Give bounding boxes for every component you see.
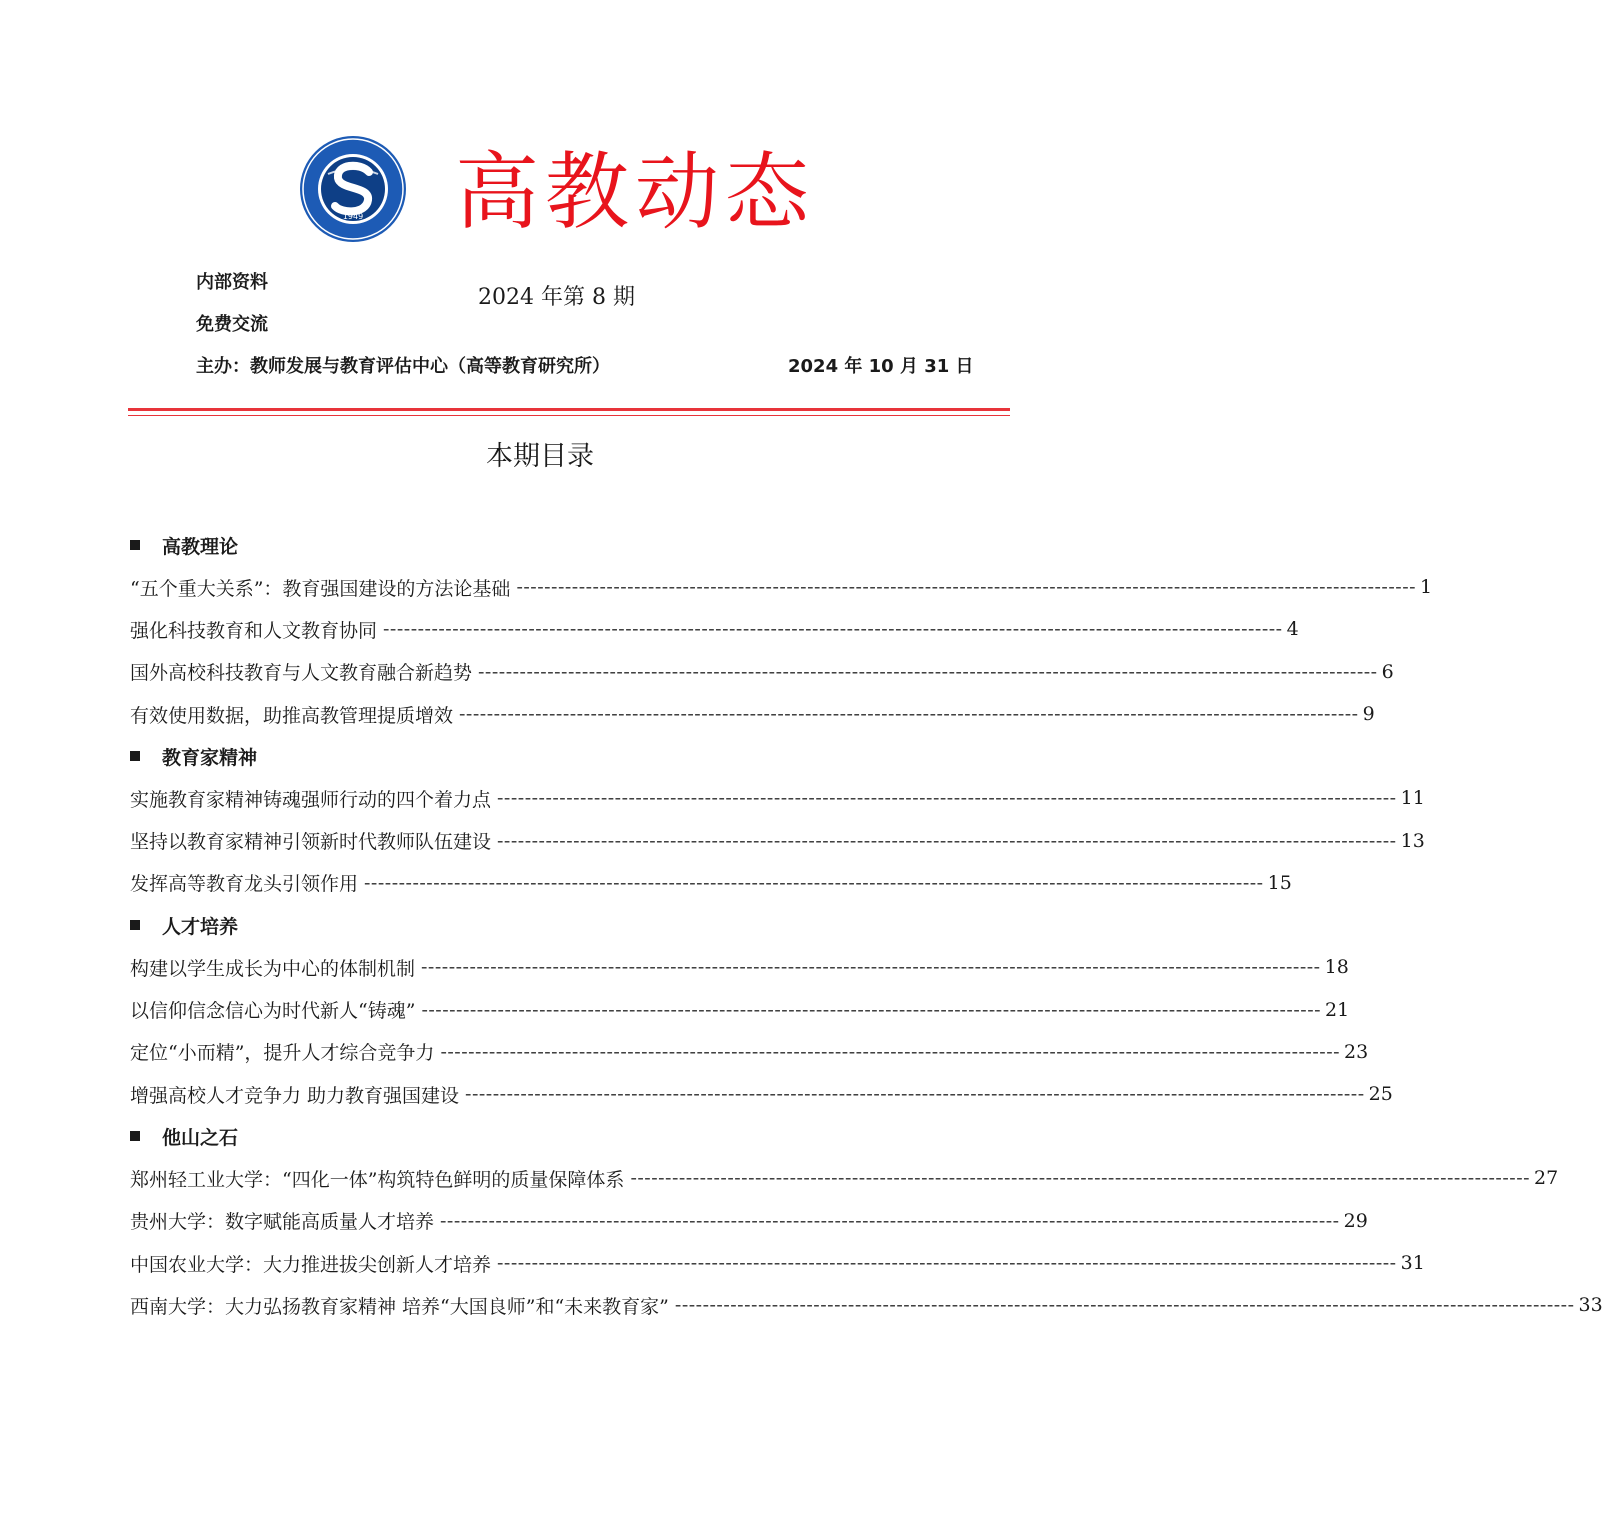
header-divider-thick (128, 408, 1010, 411)
masthead-title: 高教动态 (455, 143, 816, 241)
toc-section-label: 他山之石 (162, 1126, 239, 1149)
dot-leader: ---------------------------------------------------------------------------------------------------------------------------------- (674, 1294, 1575, 1317)
toc-section-label: 高教理论 (162, 535, 239, 558)
toc-entry-page: 6 (1381, 660, 1394, 683)
table-of-contents (130, 524, 1603, 1326)
toc-entry-title: 郑州轻工业大学：“四化一体”构筑特色鲜明的质量保障体系 (130, 1168, 625, 1191)
toc-entry[interactable] (130, 651, 1394, 693)
toc-entry[interactable] (130, 819, 1425, 861)
toc-entry[interactable] (130, 566, 1433, 608)
toc-entry[interactable] (130, 608, 1299, 650)
dot-leader: ---------------------------------------------------------------------------------------------------------------------------------- (421, 956, 1321, 979)
toc-section-label: 人才培养 (162, 915, 239, 938)
dot-leader: ---------------------------------------------------------------------------------------------------------------------------------- (497, 829, 1397, 852)
toc-entry-page: 25 (1368, 1083, 1393, 1106)
toc-entry-title: “五个重大关系”：教育强国建设的方法论基础 (130, 577, 511, 600)
toc-entry-title: 实施教育家精神铸魂强师行动的四个着力点 (130, 788, 492, 811)
toc-entry-title: 构建以学生成长为中心的体制机制 (130, 957, 416, 980)
toc-entry-title: 西南大学：大力弘扬教育家精神 培养“大国良师”和“未来教育家” (130, 1295, 669, 1318)
toc-section-header (130, 524, 962, 566)
toc-entry-page: 1 (1420, 576, 1433, 599)
toc-entry-page: 29 (1343, 1209, 1368, 1232)
dot-leader: ---------------------------------------------------------------------------------------------------------------------------------- (478, 660, 1378, 683)
toc-entry-title: 中国农业大学：大力推进拔尖创新人才培养 (130, 1253, 492, 1276)
dot-leader: ---------------------------------------------------------------------------------------------------------------------------------- (516, 576, 1417, 599)
dot-leader: ---------------------------------------------------------------------------------------------------------------------------------- (440, 1209, 1340, 1232)
issue-number: 2024 年第 8 期 (478, 285, 635, 310)
toc-entry-page: 21 (1325, 998, 1350, 1021)
toc-title: 本期目录 (486, 441, 594, 472)
toc-section-header (130, 735, 962, 777)
toc-entry-page: 4 (1286, 618, 1299, 641)
toc-entry[interactable] (130, 1073, 1393, 1115)
toc-entry[interactable] (130, 777, 1425, 819)
toc-entry-page: 23 (1344, 1040, 1369, 1063)
toc-entry-page: 31 (1400, 1252, 1425, 1274)
bullet-square-icon (130, 920, 140, 930)
toc-entry-page: 15 (1267, 871, 1292, 894)
toc-entry[interactable] (130, 1200, 1368, 1242)
toc-section-header (130, 904, 962, 946)
toc-entry[interactable] (130, 1031, 1369, 1073)
toc-entry[interactable] (130, 1284, 1603, 1326)
seal-year: 1949 (342, 212, 364, 221)
toc-entry[interactable] (130, 988, 1350, 1030)
toc-entry-title: 有效使用数据，助推高教管理提质增效 (130, 704, 454, 727)
toc-entry-page: 13 (1400, 829, 1425, 852)
toc-entry[interactable] (130, 1157, 1559, 1199)
dot-leader: ---------------------------------------------------------------------------------------------------------------------------------- (440, 1040, 1341, 1063)
toc-entry-page: 18 (1324, 956, 1349, 979)
toc-entry-title: 国外高校科技教育与人文教育融合新趋势 (130, 662, 473, 685)
dot-leader: ---------------------------------------------------------------------------------------------------------------------------------- (465, 1083, 1365, 1106)
dot-leader: ---------------------------------------------------------------------------------------------------------------------------------- (497, 1252, 1397, 1274)
dot-leader: ---------------------------------------------------------------------------------------------------------------------------------- (459, 703, 1359, 726)
toc-entry-page: 11 (1400, 787, 1425, 810)
toc-entry-title: 增强高校人才竞争力 助力教育强国建设 (130, 1084, 460, 1107)
toc-section-label: 教育家精神 (162, 746, 258, 769)
dot-leader: ---------------------------------------------------------------------------------------------------------------------------------- (364, 871, 1264, 894)
publication-date: 2024 年 10 月 31 日 (788, 356, 974, 377)
header-divider-thin (128, 415, 1010, 416)
toc-section-header (130, 1115, 962, 1157)
free-exchange-label: 免费交流 (196, 314, 268, 335)
toc-entry[interactable] (130, 1242, 1425, 1284)
dot-leader: ---------------------------------------------------------------------------------------------------------------------------------- (630, 1167, 1531, 1190)
toc-entry-title: 贵州大学：数字赋能高质量人才培养 (130, 1211, 435, 1234)
dot-leader: ---------------------------------------------------------------------------------------------------------------------------------- (497, 787, 1397, 810)
bullet-square-icon (130, 1131, 140, 1141)
toc-entry[interactable] (130, 693, 1375, 735)
toc-entry-title: 定位“小而精”，提升人才综合竞争力 (130, 1042, 435, 1065)
toc-entry-title: 强化科技教育和人文教育协同 (130, 619, 378, 642)
host-organization: 主办：教师发展与教育评估中心（高等教育研究所） (196, 356, 610, 377)
toc-entry-title: 坚持以教育家精神引领新时代教师队伍建设 (130, 831, 492, 854)
toc-entry[interactable] (130, 946, 1349, 988)
university-seal-logo (298, 134, 408, 244)
toc-entry-title: 发挥高等教育龙头引领作用 (130, 873, 359, 896)
toc-entry-page: 27 (1534, 1167, 1559, 1190)
toc-entry-title: 以信仰信念信心为时代新人“铸魂” (130, 1000, 416, 1023)
dot-leader: ---------------------------------------------------------------------------------------------------------------------------------- (383, 618, 1283, 641)
toc-entry[interactable] (130, 862, 1292, 904)
toc-entry-page: 9 (1362, 703, 1375, 726)
bullet-square-icon (130, 540, 140, 550)
internal-material-label: 内部资料 (196, 272, 268, 293)
bullet-square-icon (130, 751, 140, 761)
toc-entry-page: 33 (1578, 1294, 1603, 1317)
dot-leader: ---------------------------------------------------------------------------------------------------------------------------------- (421, 998, 1322, 1021)
